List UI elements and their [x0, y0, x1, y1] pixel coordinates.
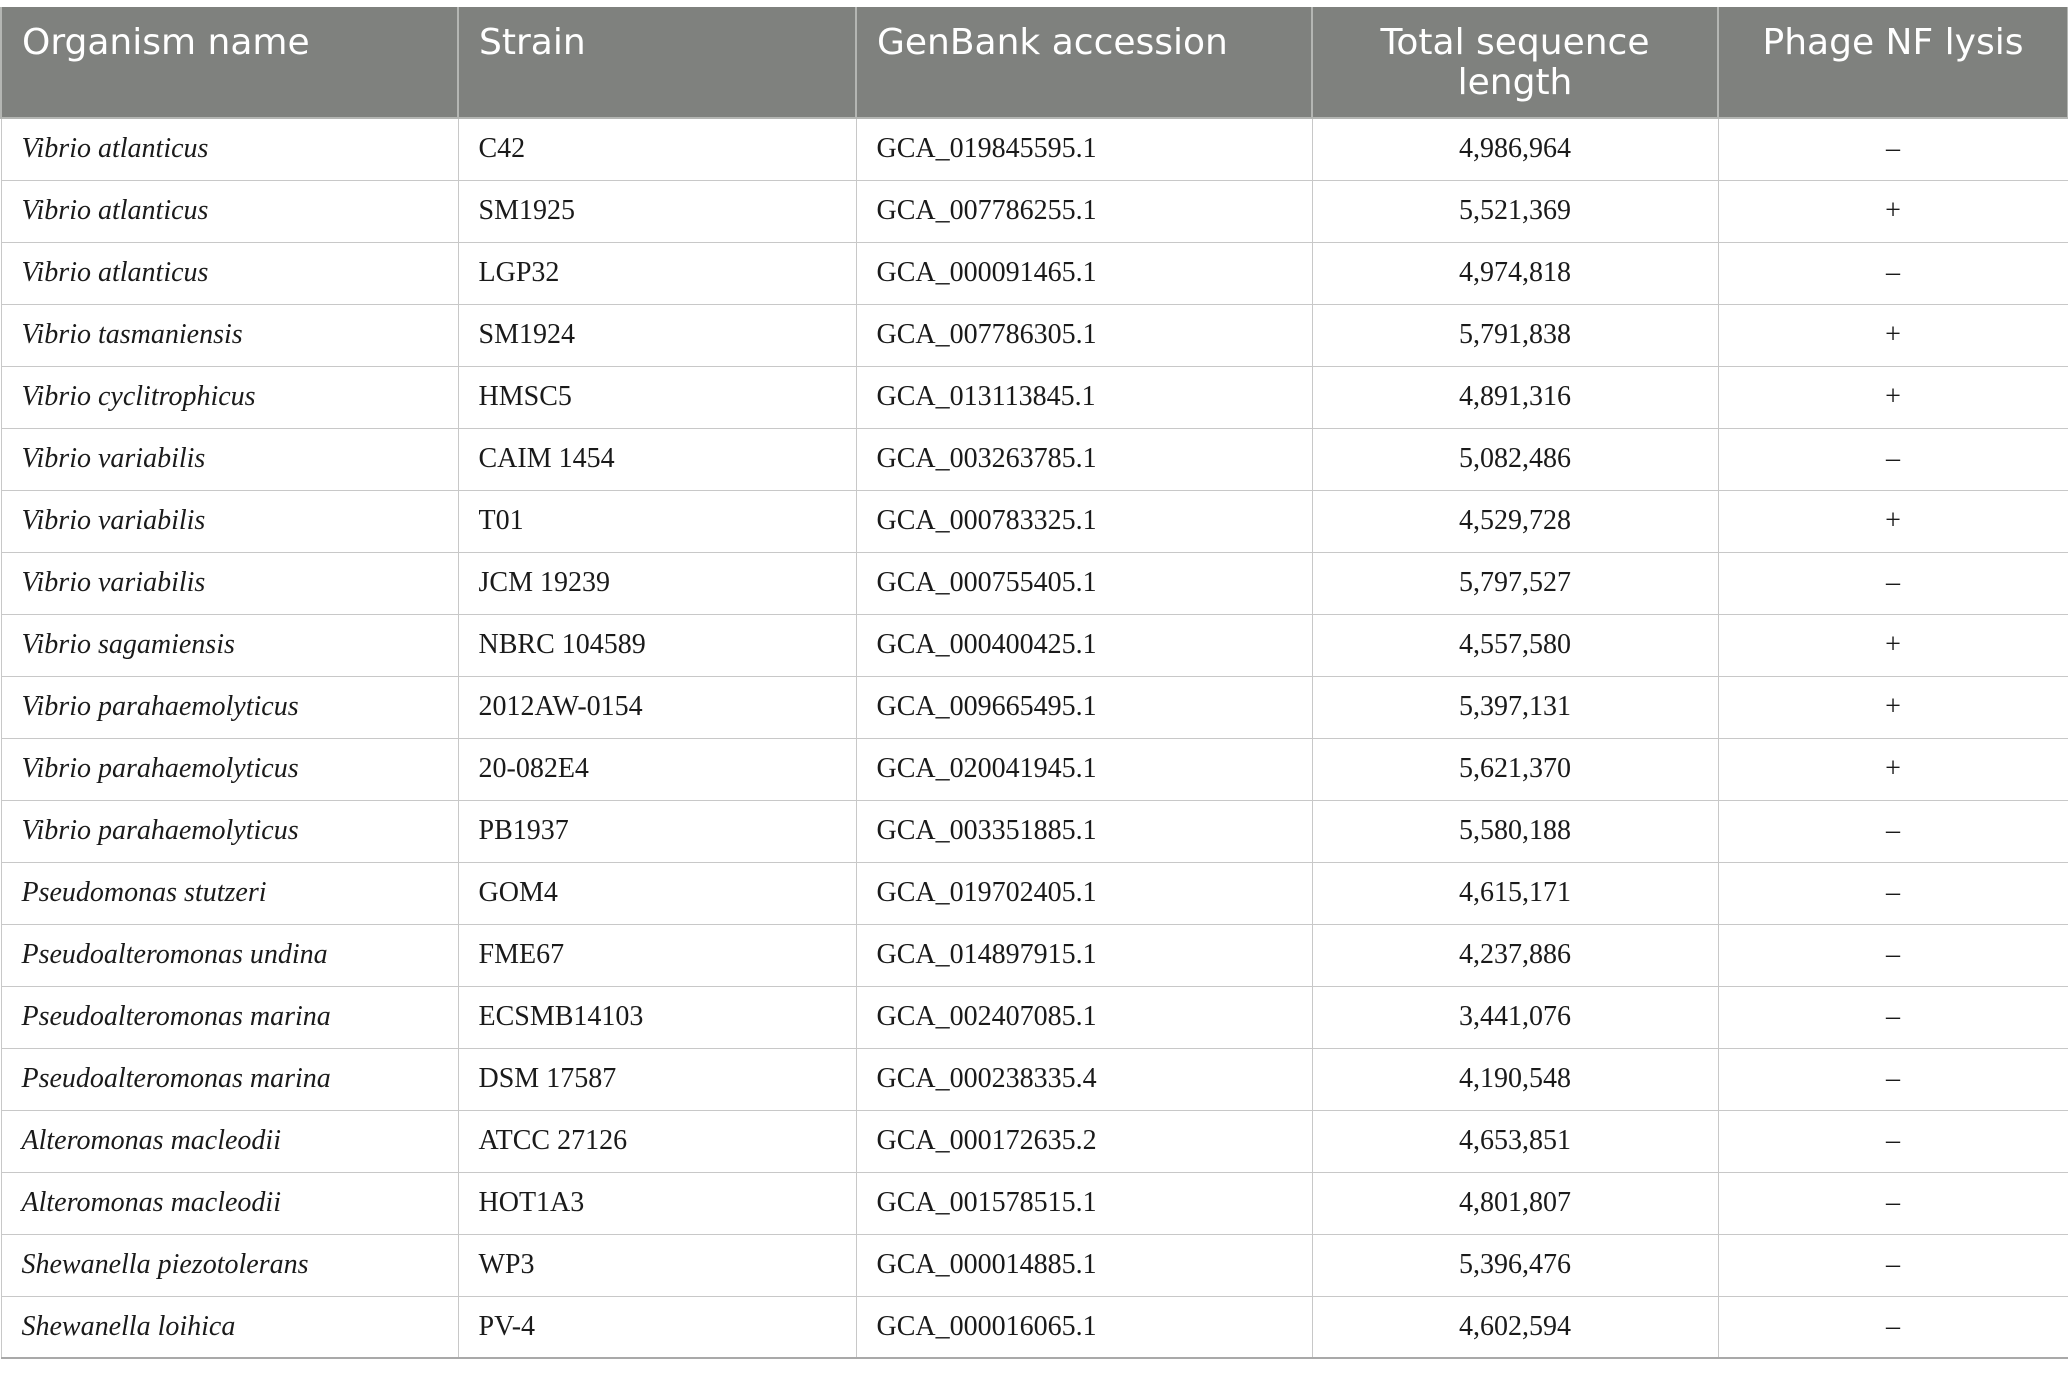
- sequence-length-cell: 3,441,076: [1312, 986, 1718, 1048]
- phage-lysis-cell: –: [1718, 986, 2068, 1048]
- table-row: [1, 924, 2068, 986]
- sequence-length-cell: 4,891,316: [1312, 366, 1718, 428]
- genbank-accession-cell: GCA_014897915.1: [856, 924, 1312, 986]
- phage-lysis-cell: +: [1718, 304, 2068, 366]
- strain-cell: DSM 17587: [458, 1048, 856, 1110]
- organism-name-cell: Vibrio variabilis: [1, 428, 458, 490]
- phage-lysis-cell: +: [1718, 366, 2068, 428]
- header-row: [1, 7, 2068, 118]
- table-row: [1, 862, 2068, 924]
- genbank-accession-cell: GCA_000755405.1: [856, 552, 1312, 614]
- phage-lysis-cell: –: [1718, 1048, 2068, 1110]
- organism-name-cell: Vibrio variabilis: [1, 552, 458, 614]
- organism-name-cell: Alteromonas macleodii: [1, 1172, 458, 1234]
- table-row: [1, 738, 2068, 800]
- phage-lysis-cell: –: [1718, 428, 2068, 490]
- phage-lysis-cell: –: [1718, 118, 2068, 180]
- phage-lysis-cell: –: [1718, 552, 2068, 614]
- phage-lysis-cell: –: [1718, 1110, 2068, 1172]
- phage-lysis-cell: –: [1718, 862, 2068, 924]
- genbank-accession-cell: GCA_020041945.1: [856, 738, 1312, 800]
- organism-name-cell: Shewanella loihica: [1, 1296, 458, 1358]
- sequence-length-cell: 4,986,964: [1312, 118, 1718, 180]
- phage-lysis-cell: –: [1718, 924, 2068, 986]
- organism-name-cell: Vibrio parahaemolyticus: [1, 738, 458, 800]
- genbank-accession-cell: GCA_007786305.1: [856, 304, 1312, 366]
- sequence-length-cell: 5,791,838: [1312, 304, 1718, 366]
- sequence-length-cell: 4,615,171: [1312, 862, 1718, 924]
- table-row: [1, 1048, 2068, 1110]
- organism-name-cell: Shewanella piezotolerans: [1, 1234, 458, 1296]
- genbank-accession-cell: GCA_000014885.1: [856, 1234, 1312, 1296]
- strain-cell: FME67: [458, 924, 856, 986]
- strain-cell: 2012AW-0154: [458, 676, 856, 738]
- table-row: [1, 614, 2068, 676]
- sequence-length-cell: 5,621,370: [1312, 738, 1718, 800]
- sequence-length-cell: 4,557,580: [1312, 614, 1718, 676]
- table-row: [1, 676, 2068, 738]
- table-row: [1, 180, 2068, 242]
- strain-cell: HOT1A3: [458, 1172, 856, 1234]
- genbank-accession-cell: GCA_001578515.1: [856, 1172, 1312, 1234]
- strain-cell: ATCC 27126: [458, 1110, 856, 1172]
- table-row: [1, 552, 2068, 614]
- table-row: [1, 428, 2068, 490]
- sequence-length-cell: 4,653,851: [1312, 1110, 1718, 1172]
- genbank-accession-cell: GCA_019702405.1: [856, 862, 1312, 924]
- organism-table: [0, 7, 2068, 1359]
- header-strain: Strain: [458, 7, 856, 118]
- strain-cell: JCM 19239: [458, 552, 856, 614]
- strain-cell: SM1925: [458, 180, 856, 242]
- genbank-accession-cell: GCA_003351885.1: [856, 800, 1312, 862]
- sequence-length-cell: 4,974,818: [1312, 242, 1718, 304]
- organism-name-cell: Vibrio atlanticus: [1, 242, 458, 304]
- strain-cell: NBRC 104589: [458, 614, 856, 676]
- header-total-sequence-length: Total sequence length: [1312, 7, 1718, 118]
- genbank-accession-cell: GCA_000172635.2: [856, 1110, 1312, 1172]
- strain-cell: GOM4: [458, 862, 856, 924]
- genbank-accession-cell: GCA_013113845.1: [856, 366, 1312, 428]
- sequence-length-cell: 5,396,476: [1312, 1234, 1718, 1296]
- phage-lysis-cell: +: [1718, 614, 2068, 676]
- organism-name-cell: Vibrio parahaemolyticus: [1, 800, 458, 862]
- phage-lysis-cell: +: [1718, 738, 2068, 800]
- table-row: [1, 800, 2068, 862]
- phage-lysis-cell: –: [1718, 1234, 2068, 1296]
- strain-cell: PV-4: [458, 1296, 856, 1358]
- table-header: [1, 7, 2068, 118]
- strain-cell: ECSMB14103: [458, 986, 856, 1048]
- organism-name-cell: Vibrio parahaemolyticus: [1, 676, 458, 738]
- table-row: [1, 1110, 2068, 1172]
- sequence-length-cell: 5,580,188: [1312, 800, 1718, 862]
- sequence-length-cell: 4,529,728: [1312, 490, 1718, 552]
- genbank-accession-cell: GCA_002407085.1: [856, 986, 1312, 1048]
- sequence-length-cell: 4,190,548: [1312, 1048, 1718, 1110]
- phage-lysis-cell: +: [1718, 490, 2068, 552]
- genbank-accession-cell: GCA_000238335.4: [856, 1048, 1312, 1110]
- strain-cell: 20-082E4: [458, 738, 856, 800]
- organism-name-cell: Pseudoalteromonas marina: [1, 986, 458, 1048]
- organism-name-cell: Pseudoalteromonas marina: [1, 1048, 458, 1110]
- organism-name-cell: Vibrio tasmaniensis: [1, 304, 458, 366]
- phage-lysis-cell: –: [1718, 800, 2068, 862]
- table-row: [1, 118, 2068, 180]
- genbank-accession-cell: GCA_009665495.1: [856, 676, 1312, 738]
- genbank-accession-cell: GCA_000783325.1: [856, 490, 1312, 552]
- header-genbank-accession: GenBank accession: [856, 7, 1312, 118]
- organism-name-cell: Vibrio variabilis: [1, 490, 458, 552]
- organism-name-cell: Pseudoalteromonas undina: [1, 924, 458, 986]
- strain-cell: CAIM 1454: [458, 428, 856, 490]
- strain-cell: PB1937: [458, 800, 856, 862]
- table-row: [1, 986, 2068, 1048]
- sequence-length-cell: 5,397,131: [1312, 676, 1718, 738]
- table-row: [1, 366, 2068, 428]
- sequence-length-cell: 5,521,369: [1312, 180, 1718, 242]
- table-row: [1, 1234, 2068, 1296]
- sequence-length-cell: 4,602,594: [1312, 1296, 1718, 1358]
- table-row: [1, 242, 2068, 304]
- organism-name-cell: Vibrio atlanticus: [1, 118, 458, 180]
- strain-cell: SM1924: [458, 304, 856, 366]
- genbank-accession-cell: GCA_003263785.1: [856, 428, 1312, 490]
- phage-lysis-cell: +: [1718, 180, 2068, 242]
- organism-name-cell: Vibrio sagamiensis: [1, 614, 458, 676]
- organism-name-cell: Vibrio cyclitrophicus: [1, 366, 458, 428]
- sequence-length-cell: 5,082,486: [1312, 428, 1718, 490]
- strain-cell: C42: [458, 118, 856, 180]
- genbank-accession-cell: GCA_019845595.1: [856, 118, 1312, 180]
- organism-name-cell: Alteromonas macleodii: [1, 1110, 458, 1172]
- header-organism-name: Organism name: [1, 7, 458, 118]
- genbank-accession-cell: GCA_007786255.1: [856, 180, 1312, 242]
- genbank-accession-cell: GCA_000091465.1: [856, 242, 1312, 304]
- phage-lysis-cell: –: [1718, 242, 2068, 304]
- strain-cell: WP3: [458, 1234, 856, 1296]
- organism-name-cell: Pseudomonas stutzeri: [1, 862, 458, 924]
- genbank-accession-cell: GCA_000400425.1: [856, 614, 1312, 676]
- table-row: [1, 1172, 2068, 1234]
- table-row: [1, 304, 2068, 366]
- table-row: [1, 1296, 2068, 1358]
- genbank-accession-cell: GCA_000016065.1: [856, 1296, 1312, 1358]
- strain-cell: HMSC5: [458, 366, 856, 428]
- strain-cell: T01: [458, 490, 856, 552]
- sequence-length-cell: 5,797,527: [1312, 552, 1718, 614]
- phage-lysis-cell: +: [1718, 676, 2068, 738]
- table-body: [1, 118, 2068, 1358]
- table-row: [1, 490, 2068, 552]
- sequence-length-cell: 4,801,807: [1312, 1172, 1718, 1234]
- header-phage-nf-lysis: Phage NF lysis: [1718, 7, 2068, 118]
- organism-name-cell: Vibrio atlanticus: [1, 180, 458, 242]
- phage-lysis-cell: –: [1718, 1172, 2068, 1234]
- strain-cell: LGP32: [458, 242, 856, 304]
- phage-lysis-cell: –: [1718, 1296, 2068, 1358]
- sequence-length-cell: 4,237,886: [1312, 924, 1718, 986]
